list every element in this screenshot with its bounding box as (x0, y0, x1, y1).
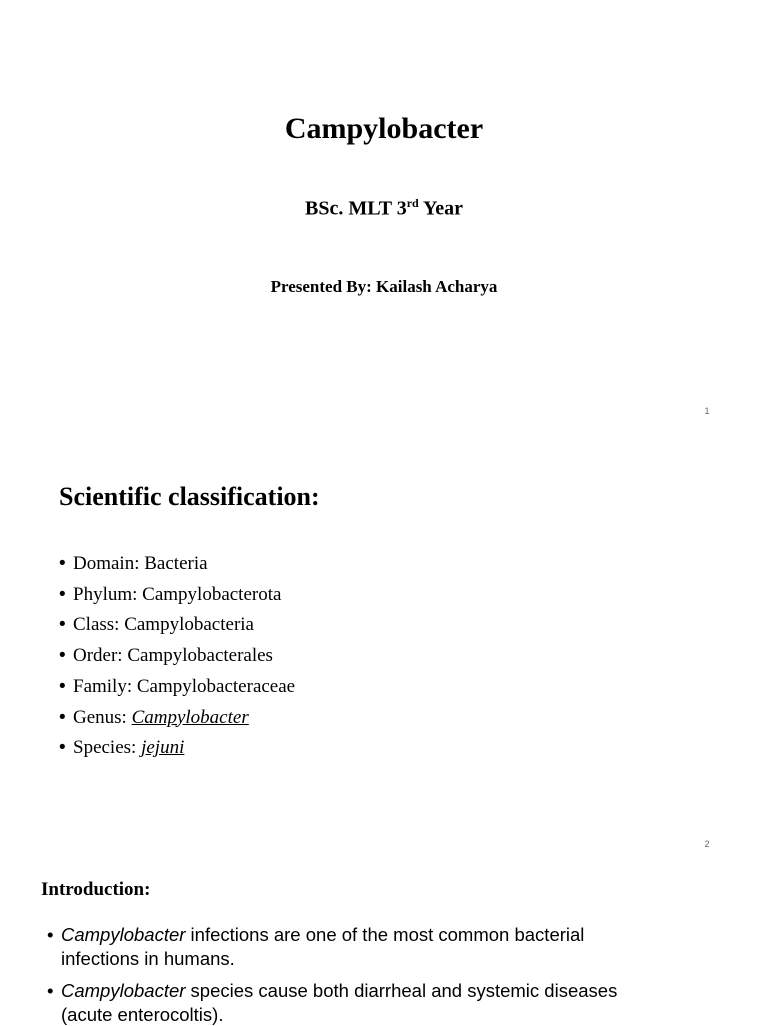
item-label: Species: (73, 737, 142, 759)
slide-2 (0, 430, 768, 860)
slide-3 (0, 860, 768, 1024)
genus-link[interactable]: Campylobacter (131, 706, 249, 728)
item-value: Bacteria (144, 553, 208, 574)
bullet-text-line2: infections in humans. (61, 947, 235, 969)
bullet-term: Campylobacter (61, 924, 186, 945)
bullet-term: Campylobacter (61, 980, 186, 1001)
species-link[interactable]: jejuni (141, 737, 185, 759)
item-label: Phylum: (73, 583, 143, 605)
item-value: Campylobacteria (124, 614, 254, 636)
introduction-heading: Introduction: (41, 879, 151, 900)
list-item-genus (73, 703, 295, 734)
list-item-phylum (73, 580, 295, 611)
subtitle-base: BSc. MLT 3 (305, 197, 407, 220)
slide-subtitle (0, 196, 768, 221)
slide-title: Campylobacter (284, 112, 484, 145)
item-label: Order: (73, 645, 128, 667)
subtitle-end: Year (418, 197, 463, 220)
page-number-1: 1 (704, 406, 710, 416)
item-label: Genus: (73, 706, 132, 728)
list-item-order (73, 641, 295, 672)
introduction-list (61, 923, 721, 1026)
classification-heading: Scientific classification: (59, 482, 320, 511)
item-value: Campylobacteraceae (136, 675, 296, 697)
item-value: Campylobacterales (127, 645, 273, 667)
presenter-line: Presented By: Kailash Acharya (270, 277, 498, 296)
list-item-species (73, 733, 295, 764)
item-label: Domain: (73, 553, 145, 574)
item-label: Class: (73, 614, 125, 636)
intro-bullet-2 (61, 979, 721, 1026)
list-item-domain (73, 549, 295, 580)
bullet-text: species cause both diarrheal and systemic diseases (185, 980, 618, 1001)
list-item-family (73, 672, 295, 703)
item-value: Campylobacterota (142, 583, 282, 605)
slide-1 (0, 0, 768, 430)
bullet-text-line2: (acute enterocoltis). (61, 1003, 224, 1025)
page-number-2: 2 (704, 839, 710, 849)
list-item-class (73, 610, 295, 641)
bullet-text: infections are one of the most common bacterial (185, 924, 585, 945)
intro-bullet-1 (61, 923, 721, 970)
classification-list (73, 549, 295, 764)
item-label: Family: (73, 675, 137, 697)
subtitle-superscript: rd (406, 196, 419, 210)
